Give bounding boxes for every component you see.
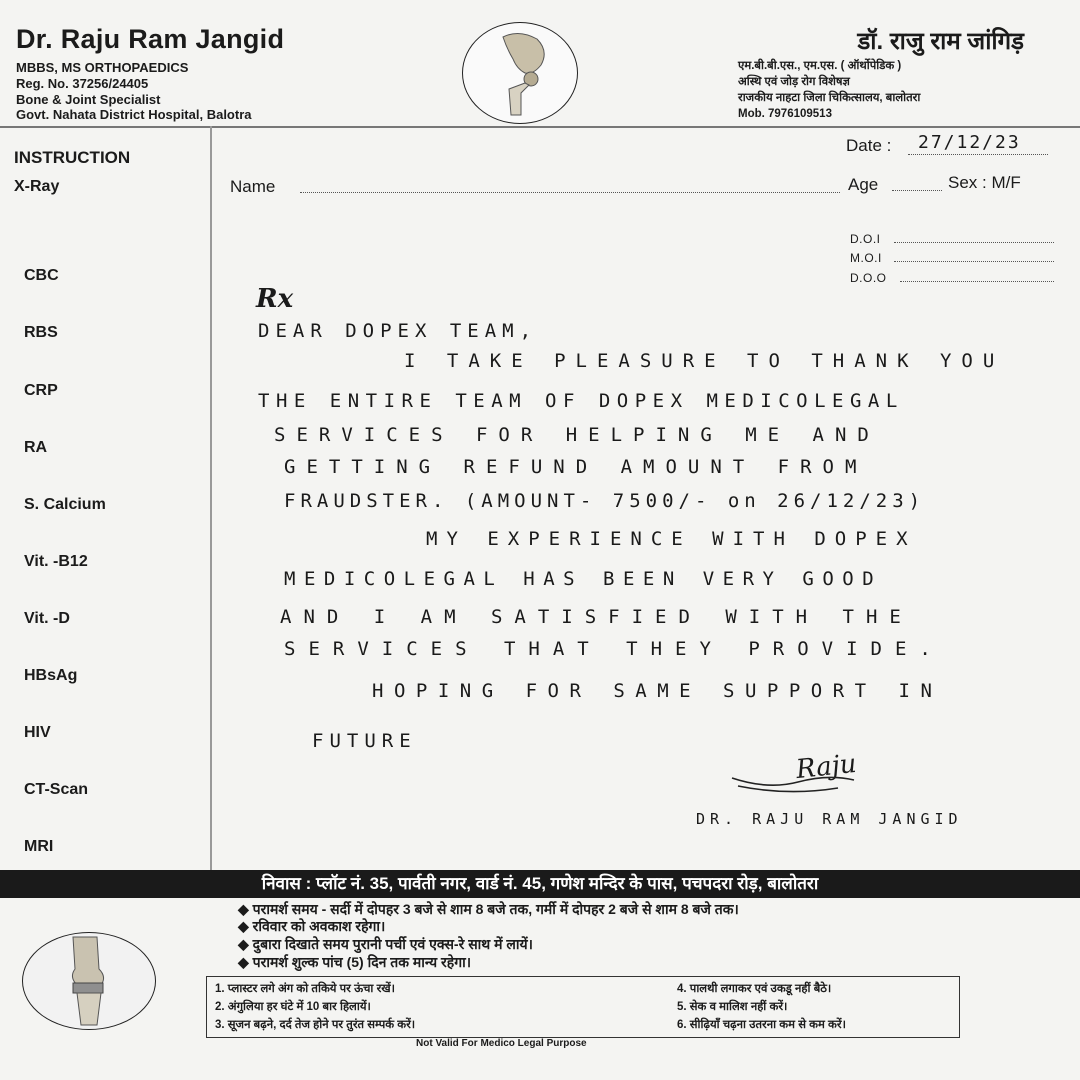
mobile-number: Mob. 7976109513 xyxy=(738,108,832,120)
test-rbs: RBS xyxy=(24,324,58,341)
letter-line-4: SERVICES FOR HELPING ME AND xyxy=(274,424,880,446)
letter-line-5: GETTING REFUND AMOUNT FROM xyxy=(284,456,868,478)
date-label: Date : xyxy=(846,136,892,155)
moi-line xyxy=(894,261,1054,262)
signature-flourish xyxy=(728,766,868,806)
doo-line xyxy=(900,281,1054,282)
letter-line-3: THE ENTIRE TEAM OF DOPEX MEDICOLEGAL xyxy=(258,390,904,412)
signature: Raju xyxy=(794,748,858,786)
doctor-specialty-hindi: अस्थि एवं जोड़ रोग विशेषज्ञ xyxy=(738,76,850,88)
letter-line-6: FRAUDSTER. (AMOUNT- 7500/- on 26/12/23) xyxy=(284,490,926,512)
sidebar-divider xyxy=(210,126,212,870)
letter-line-2: I TAKE PLEASURE TO THANK YOU xyxy=(404,350,1005,372)
letter-line-8: MEDICOLEGAL HAS BEEN VERY GOOD xyxy=(284,568,883,590)
test-hiv: HIV xyxy=(24,724,51,741)
moi-label: M.O.I xyxy=(850,251,882,265)
knee-joint-icon xyxy=(22,932,156,1030)
doctor-name: Dr. Raju Ram Jangid xyxy=(16,24,285,54)
registration-number: Reg. No. 37256/24405 xyxy=(16,76,149,91)
test-hbsag: HBsAg xyxy=(24,667,78,684)
test-ct-scan: CT-Scan xyxy=(24,781,89,798)
sex-label: Sex : M/F xyxy=(948,173,1021,192)
test-cbc: CBC xyxy=(24,267,59,284)
test-xray: X-Ray xyxy=(14,178,60,195)
hospital-name: Govt. Nahata District Hospital, Balotra xyxy=(16,107,252,122)
doo-label: D.O.O xyxy=(850,271,887,285)
rx-symbol: Rx xyxy=(256,284,294,314)
doctor-specialty: Bone & Joint Specialist xyxy=(16,92,161,107)
care-item-1: 1. प्लास्टर लगे अंग को तकिये पर ऊंचा रखें। xyxy=(215,983,396,995)
care-item-5: 5. सेक व मालिश नहीं करें। xyxy=(677,1001,788,1013)
test-ra: RA xyxy=(24,439,48,456)
instruction-title: INSTRUCTION xyxy=(14,148,131,167)
care-item-3: 3. सूजन बढ़ने, दर्द तेज होने पर तुरंत सम्पर्क करें। xyxy=(215,1019,416,1031)
doi-label: D.O.I xyxy=(850,232,881,246)
note-fee-validity: ◆ परामर्श शुल्क पांच (5) दिन तक मान्य रहेगा। xyxy=(238,954,472,970)
test-crp: CRP xyxy=(24,382,58,399)
address-band: निवास : प्लॉट नं. 35, पार्वती नगर, वार्ड नं. 45, गणेश मन्दिर के पास, पचपदरा रोड़, बालोतरा xyxy=(0,870,1080,898)
letter-line-10: SERVICES THAT THEY PROVIDE. xyxy=(284,638,944,660)
letter-line-12: FUTURE xyxy=(312,730,417,752)
hospital-name-hindi: राजकीय नाहटा जिला चिकित्सालय, बालोतरा xyxy=(738,92,921,104)
name-line xyxy=(300,192,840,193)
hip-bone-icon xyxy=(462,22,578,124)
care-item-4: 4. पालथी लगाकर एवं उकडू नहीं बैठे। xyxy=(677,983,832,995)
doctor-degree-hindi: एम.बी.बी.एस., एम.एस. ( ऑर्थोपेडिक ) xyxy=(738,60,902,72)
name-label: Name xyxy=(230,177,276,196)
test-s-calcium: S. Calcium xyxy=(24,496,106,513)
disclaimer: Not Valid For Medico Legal Purpose xyxy=(416,1038,587,1049)
letter-line-7: MY EXPERIENCE WITH DOPEX xyxy=(426,528,917,550)
note-bring-old-slip: ◆ दुबारा दिखाते समय पुरानी पर्ची एवं एक्स-रे साथ में लायें। xyxy=(238,936,533,952)
signed-name: DR. RAJU RAM JANGID xyxy=(696,810,963,828)
header-divider xyxy=(0,126,1080,128)
age-line xyxy=(892,190,942,191)
date-value: 27/12/23 xyxy=(918,132,1021,153)
letter-line-11: HOPING FOR SAME SUPPORT IN xyxy=(372,680,943,702)
age-label: Age xyxy=(848,175,879,194)
letter-line-9: AND I AM SATISFIED WITH THE xyxy=(280,606,913,628)
doctor-degree: MBBS, MS ORTHOPAEDICS xyxy=(16,60,189,75)
care-item-2: 2. अंगुलिया हर घंटे में 10 बार हिलायें। xyxy=(215,1001,371,1013)
note-sunday-holiday: ◆ रविवार को अवकाश रहेगा। xyxy=(238,918,386,934)
doi-line xyxy=(894,242,1054,243)
note-consult-time: ◆ परामर्श समय - सर्दी में दोपहर 3 बजे से शाम 8 बजे तक, गर्मी में दोपहर 2 बजे से शाम 8 बजे तक। xyxy=(238,901,739,917)
letter-line-1: DEAR DOPEX TEAM, xyxy=(258,320,538,342)
date-line xyxy=(908,154,1048,155)
care-instructions-box xyxy=(206,976,960,1038)
doctor-name-hindi: डॉ. राजु राम जांगिड़ xyxy=(857,28,1024,55)
test-vit-b12: Vit. -B12 xyxy=(24,553,88,570)
care-item-6: 6. सीढ़ियाँ चढ़ना उतरना कम से कम करें। xyxy=(677,1019,846,1031)
test-vit-d: Vit. -D xyxy=(24,610,70,627)
test-mri: MRI xyxy=(24,838,54,855)
